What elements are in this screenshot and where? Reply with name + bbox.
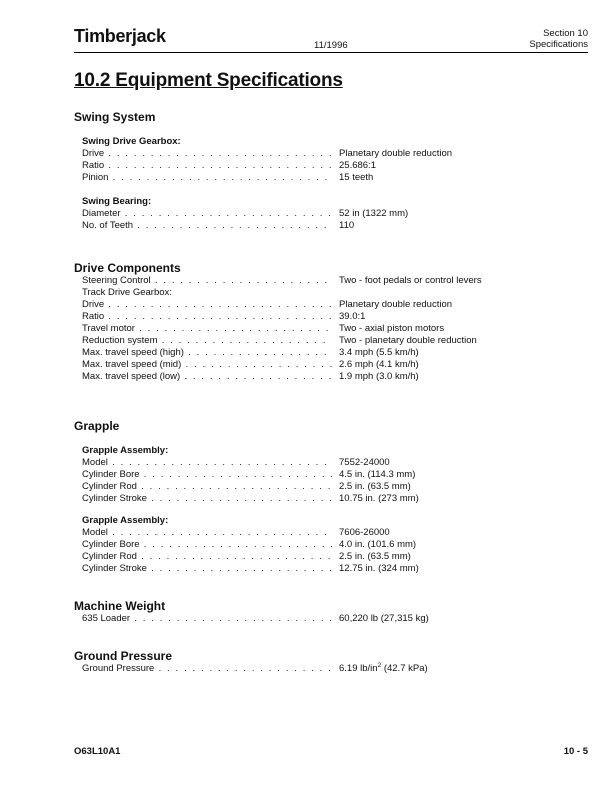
spec-row <box>82 208 574 220</box>
spec-value: 4.5 in. (114.3 mm) <box>339 469 416 480</box>
section-title: Grapple <box>74 419 120 433</box>
pressure-section <box>74 649 574 675</box>
spec-value: 2.5 in. (63.5 mm) <box>339 551 411 562</box>
spec-row <box>82 663 574 675</box>
spec-label: Cylinder Rod . . . <box>82 481 332 493</box>
spec-value: 10.75 in. (273 mm) <box>339 493 419 504</box>
spec-row <box>82 359 574 371</box>
spec-value: 52 in (1322 mm) <box>339 208 409 219</box>
subsection-title: Swing Drive Gearbox: <box>82 136 181 147</box>
subsection-title: Grapple Assembly: <box>82 515 169 526</box>
spec-list <box>82 208 574 232</box>
spec-row <box>82 613 574 625</box>
section-name: Specifications <box>529 39 588 50</box>
spec-label: Ratio . . . <box>82 311 332 323</box>
spec-list <box>82 613 574 625</box>
spec-label: Max. travel speed (high) . . . <box>82 347 332 359</box>
spec-row <box>82 335 574 347</box>
section-title: Swing System <box>74 110 156 124</box>
pressure-exponent: 2 <box>377 662 382 669</box>
spec-value: 7552-24000 <box>339 457 390 468</box>
subsection-title: Swing Bearing: <box>82 196 152 207</box>
pressure-metric: (42.7 kPa) <box>381 663 428 674</box>
spec-label: Drive . . . <box>82 148 332 160</box>
header-section <box>529 28 588 50</box>
spec-label: Cylinder Stroke . . . <box>82 493 332 505</box>
spec-label: Diameter . . . <box>82 208 332 220</box>
spec-value <box>339 663 428 675</box>
spec-value: 4.0 in. (101.6 mm) <box>339 539 417 550</box>
spec-label: Steering Control . . . <box>82 275 332 287</box>
spec-content <box>74 110 574 675</box>
spec-value: 25.686:1 <box>339 160 376 171</box>
spec-row <box>82 172 574 184</box>
spec-label: Pinion . . . <box>82 172 332 184</box>
spec-label: Track Drive Gearbox: <box>82 287 172 298</box>
spec-label: Max. travel speed (low) . . . <box>82 371 332 383</box>
document-id: O63L10A1 <box>74 746 121 757</box>
spec-value: Two - axial piston motors <box>339 323 445 334</box>
spec-list <box>82 457 574 505</box>
section-title: Machine Weight <box>74 599 166 613</box>
spec-label: Cylinder Stroke . . . <box>82 563 332 575</box>
page-title: 10.2 Equipment Specifications <box>74 70 343 91</box>
spec-value: Two - planetary double reduction <box>339 335 477 346</box>
spec-label: Model . . . <box>82 527 332 539</box>
spec-value: Planetary double reduction <box>339 299 453 310</box>
spec-list <box>82 663 574 675</box>
spec-row <box>82 551 574 563</box>
section-number: Section 10 <box>543 28 588 39</box>
spec-row <box>82 220 574 232</box>
spec-value: 15 teeth <box>339 172 374 183</box>
spec-label: Max. travel speed (mid) . . . <box>82 359 332 371</box>
spec-label: Travel motor . . . <box>82 323 332 335</box>
spec-row <box>82 275 574 287</box>
spec-row <box>82 311 574 323</box>
header-date: 11/1996 <box>314 40 348 51</box>
weight-section <box>74 599 574 625</box>
header-rule <box>74 52 588 53</box>
spec-row <box>82 527 574 539</box>
spec-row <box>82 287 574 299</box>
spec-label: Cylinder Bore . . . <box>82 469 332 481</box>
spec-label: Reduction system . . . <box>82 335 332 347</box>
spec-label: Drive . . . <box>82 299 332 311</box>
section-title: Drive Components <box>74 261 181 275</box>
pressure-value: 6.19 lb/in <box>339 663 378 674</box>
spec-row <box>82 347 574 359</box>
subsection-title: Grapple Assembly: <box>82 445 169 456</box>
drive-section <box>74 261 574 383</box>
spec-label: Cylinder Bore . . . <box>82 539 332 551</box>
spec-value: 110 <box>339 220 355 231</box>
spec-value: 60,220 lb (27,315 kg) <box>339 613 429 624</box>
grapple-section <box>74 419 574 575</box>
spec-label: Ratio . . . <box>82 160 332 172</box>
spec-list <box>82 148 574 184</box>
spec-value: Two - foot pedals or control levers <box>339 275 482 286</box>
spec-row <box>82 539 574 551</box>
spec-label: Model . . . <box>82 457 332 469</box>
page-number: 10 - 5 <box>563 746 588 757</box>
spec-row <box>82 493 574 505</box>
spec-value: 12.75 in. (324 mm) <box>339 563 419 574</box>
brand-logo: Timberjack <box>74 26 166 46</box>
spec-value: 39.0:1 <box>339 311 366 322</box>
spec-label: Cylinder Rod . . . <box>82 551 332 563</box>
spec-value: 7606-26000 <box>339 527 390 538</box>
spec-label: Ground Pressure . . . <box>82 663 332 675</box>
spec-value: 3.4 mph (5.5 km/h) <box>339 347 419 358</box>
spec-value: 2.5 in. (63.5 mm) <box>339 481 411 492</box>
spec-value: Planetary double reduction <box>339 148 453 159</box>
spec-list <box>82 527 574 575</box>
swing-section <box>74 110 574 232</box>
spec-row <box>82 457 574 469</box>
spec-value: 1.9 mph (3.0 km/h) <box>339 371 419 382</box>
spec-row <box>82 469 574 481</box>
spec-row <box>82 148 574 160</box>
spec-label: No. of Teeth . . . <box>82 220 332 232</box>
spec-row <box>82 299 574 311</box>
spec-value: 2.6 mph (4.1 km/h) <box>339 359 419 370</box>
spec-row <box>82 323 574 335</box>
spec-row <box>82 371 574 383</box>
spec-label: 635 Loader . . . <box>82 613 332 625</box>
spec-row <box>82 481 574 493</box>
section-title: Ground Pressure <box>74 649 173 663</box>
spec-list <box>82 275 574 383</box>
spec-row <box>82 160 574 172</box>
spec-row <box>82 563 574 575</box>
